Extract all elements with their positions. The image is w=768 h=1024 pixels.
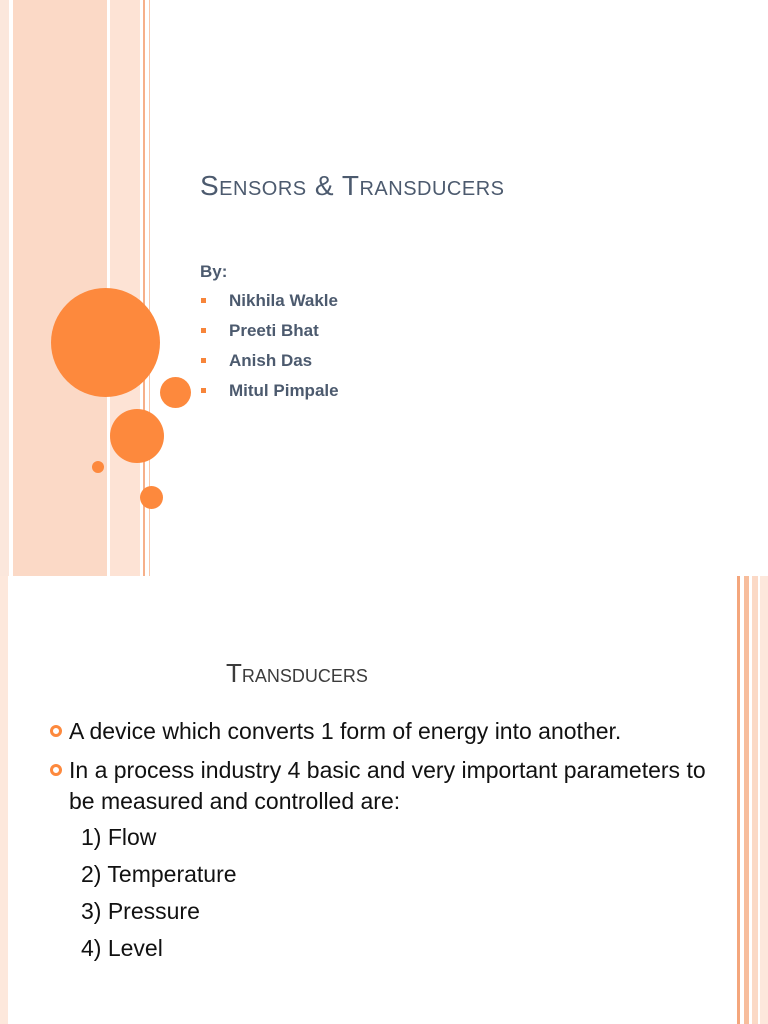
ring-bullet-icon (50, 725, 62, 737)
slide-title: Sensors & Transducers (200, 170, 505, 201)
parameter-item: 3) Pressure (81, 898, 200, 924)
bullet-item (50, 755, 730, 967)
decor-stripe (0, 576, 8, 1024)
bullet-text: In a process industry 4 basic and very important parameters to be measured and controlled are: (69, 757, 706, 814)
square-bullet-icon (201, 358, 206, 363)
by-label: By: (200, 262, 228, 281)
square-bullet-icon (201, 298, 206, 303)
author-name: Anish Das (229, 351, 313, 370)
decor-circle (140, 486, 163, 509)
square-bullet-icon (201, 388, 206, 393)
author-list (200, 290, 339, 410)
author-item (200, 320, 339, 350)
author-item (200, 380, 339, 410)
author-item (200, 350, 339, 380)
square-bullet-icon (201, 328, 206, 333)
decor-circle (110, 409, 164, 463)
decor-stripe (0, 0, 9, 576)
ring-bullet-icon (50, 764, 62, 776)
decor-circle (92, 461, 104, 473)
decor-circle (160, 377, 191, 408)
decor-stripe (752, 576, 758, 1024)
author-item (200, 290, 339, 320)
content-slide (0, 576, 768, 1024)
parameter-list (69, 819, 730, 967)
slide-title: Transducers (226, 658, 368, 688)
parameter-item: 1) Flow (81, 824, 157, 850)
decor-stripe (760, 576, 768, 1024)
decor-circle (51, 288, 160, 397)
decor-stripe (744, 576, 749, 1024)
author-name: Mitul Pimpale (229, 381, 339, 400)
parameter-item: 4) Level (81, 935, 163, 961)
bullet-text: A device which converts 1 form of energy into another. (69, 718, 622, 744)
bullet-list (50, 716, 730, 975)
bullet-item (50, 716, 730, 747)
parameter-item: 2) Temperature (81, 861, 237, 887)
decor-stripe (737, 576, 740, 1024)
author-name: Nikhila Wakle (229, 291, 338, 310)
decor-stripe (13, 0, 107, 576)
author-name: Preeti Bhat (229, 321, 319, 340)
